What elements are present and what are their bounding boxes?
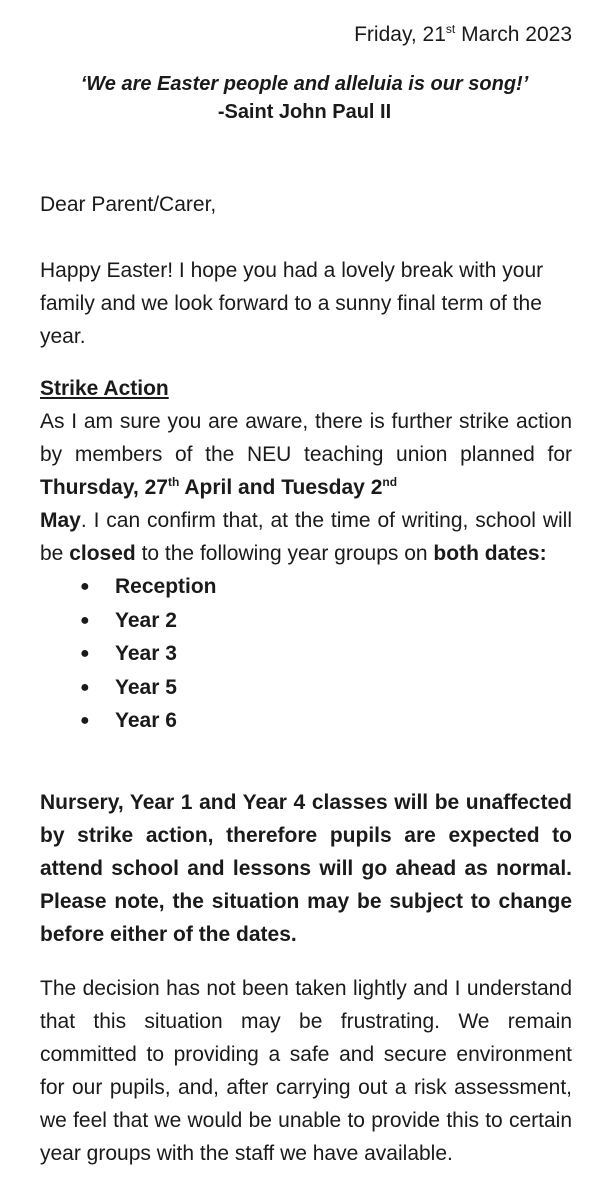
strike-both-dates: both dates: bbox=[433, 542, 547, 565]
strike-text-2: . I can confirm that, at the time of writing, school will be bbox=[40, 509, 572, 565]
strike-date-1: Thursday, 27 bbox=[40, 476, 168, 499]
strike-closed: closed bbox=[69, 542, 136, 565]
list-item: ● Year 3 bbox=[40, 637, 572, 671]
quote-attribution: -Saint John Paul II bbox=[217, 101, 392, 123]
strike-date-2-ordinal: nd bbox=[382, 475, 398, 489]
unaffected-notice: Nursery, Year 1 and Year 4 classes will be unaffected by strike action, therefore pupils are expected to attend school and lessons will go ahead as normal. Please note, the situation may be subject to change before either of the dates. bbox=[40, 791, 572, 946]
strike-date-1-ordinal: th bbox=[168, 475, 180, 489]
greeting: Dear Parent/Carer, bbox=[40, 193, 217, 216]
list-item: ● Year 5 bbox=[40, 671, 572, 705]
strike-heading: Strike Action bbox=[40, 377, 169, 400]
list-item: ● Year 2 bbox=[40, 604, 572, 638]
decision-paragraph: The decision has not been taken lightly and I understand that this situation may be frustrating. We remain committed to providing a safe and secure environment for our pupils, and, after carrying out a risk assessment, we feel that we would be unable to provide this to certain year groups with the staff we have available. bbox=[40, 977, 572, 1165]
list-item: ● Year 6 bbox=[40, 704, 572, 738]
strike-text-3: to the following year groups on bbox=[135, 542, 434, 565]
date-month-year: March 2023 bbox=[455, 23, 572, 46]
strike-section bbox=[40, 372, 572, 738]
intro-paragraph: Happy Easter! I hope you had a lovely break with your family and we look forward to a sunny final term of the year. bbox=[40, 259, 544, 348]
year-group-list bbox=[40, 570, 572, 738]
strike-paragraph bbox=[40, 405, 572, 570]
strike-date-2-month: May bbox=[40, 509, 81, 532]
date-ordinal: st bbox=[445, 22, 456, 36]
date-day: Friday, 21 bbox=[354, 23, 446, 46]
quote-text: ‘We are Easter people and alleluia is our song!’ bbox=[80, 73, 529, 95]
strike-text-1: As I am sure you are aware, there is further strike action by members of the NEU teaching union planned for bbox=[40, 410, 572, 466]
strike-date-2: April and Tuesday 2 bbox=[179, 476, 383, 499]
letter-date bbox=[354, 18, 572, 51]
quote-block bbox=[0, 70, 609, 126]
list-item: ● Reception bbox=[40, 570, 572, 604]
